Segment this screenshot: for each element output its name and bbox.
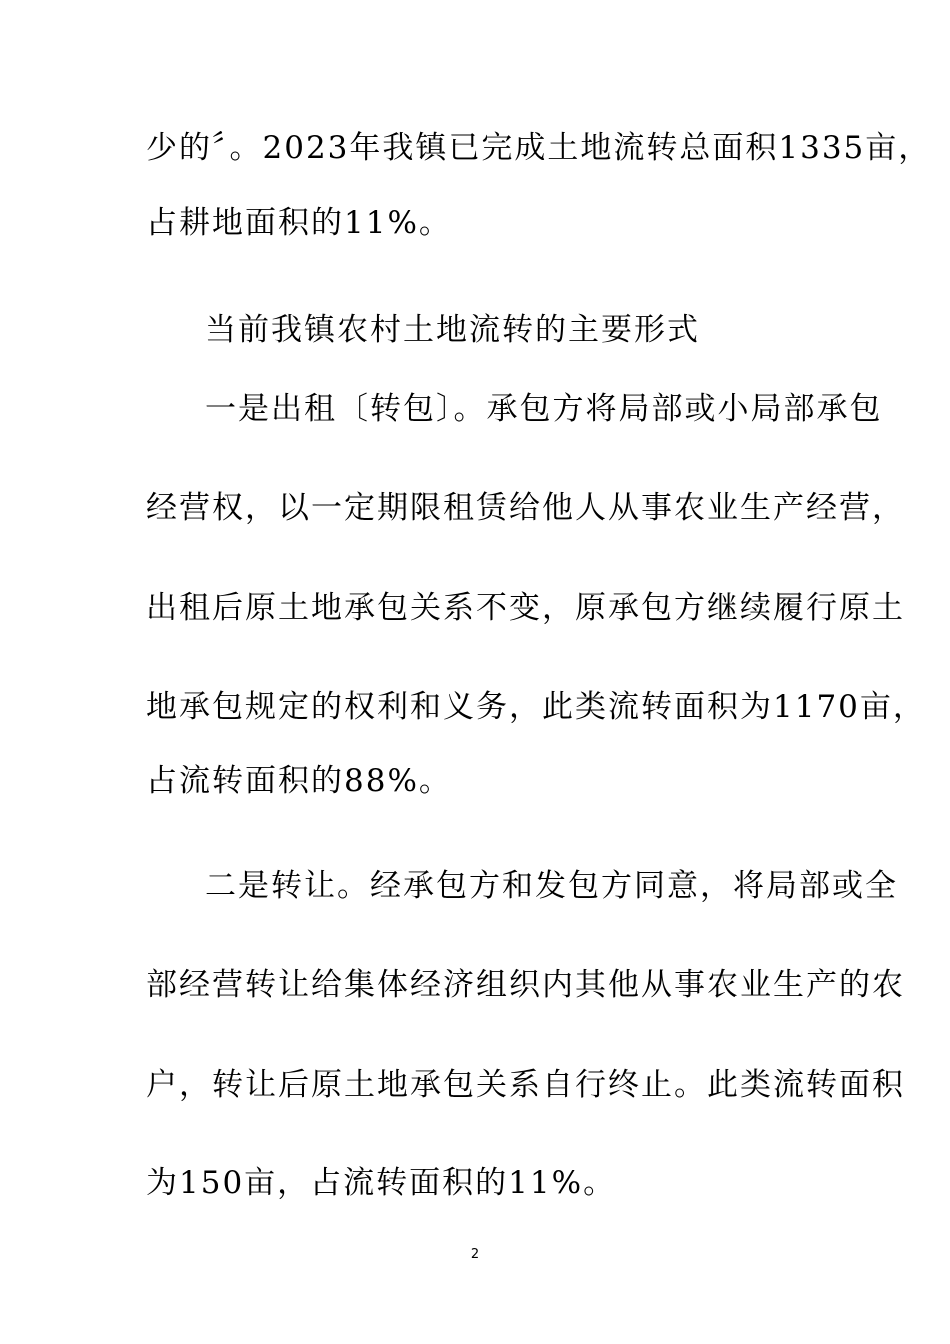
text-line: 为150亩，占流转面积的11%。 xyxy=(146,1165,617,1201)
section-heading: 当前我镇农村土地流转的主要形式 xyxy=(205,312,700,348)
page-number: 2 xyxy=(470,1247,480,1262)
text-line: 占耕地面积的11%。 xyxy=(146,205,452,241)
paragraph-start-line: 一是出租〔转包〕。承包方将局部或小局部承包 xyxy=(205,391,883,427)
text-line: 经营权，以一定期限租赁给他人从事农业生产经营， xyxy=(146,490,905,526)
text-line: 户，转让后原土地承包关系自行终止。此类流转面积 xyxy=(146,1067,905,1103)
text-line: 部经营转让给集体经济组织内其他从事农业生产的农 xyxy=(146,967,905,1003)
text-line: 少的〞。2023年我镇已完成土地流转总面积1335亩， xyxy=(146,130,932,166)
paragraph-start-line: 二是转让。经承包方和发包方同意，将局部或全 xyxy=(205,868,898,904)
text-line: 占流转面积的88%。 xyxy=(146,763,452,799)
text-line: 出租后原土地承包关系不变，原承包方继续履行原土 xyxy=(146,590,905,626)
text-line: 地承包规定的权利和义务，此类流转面积为1170亩， xyxy=(146,689,926,725)
